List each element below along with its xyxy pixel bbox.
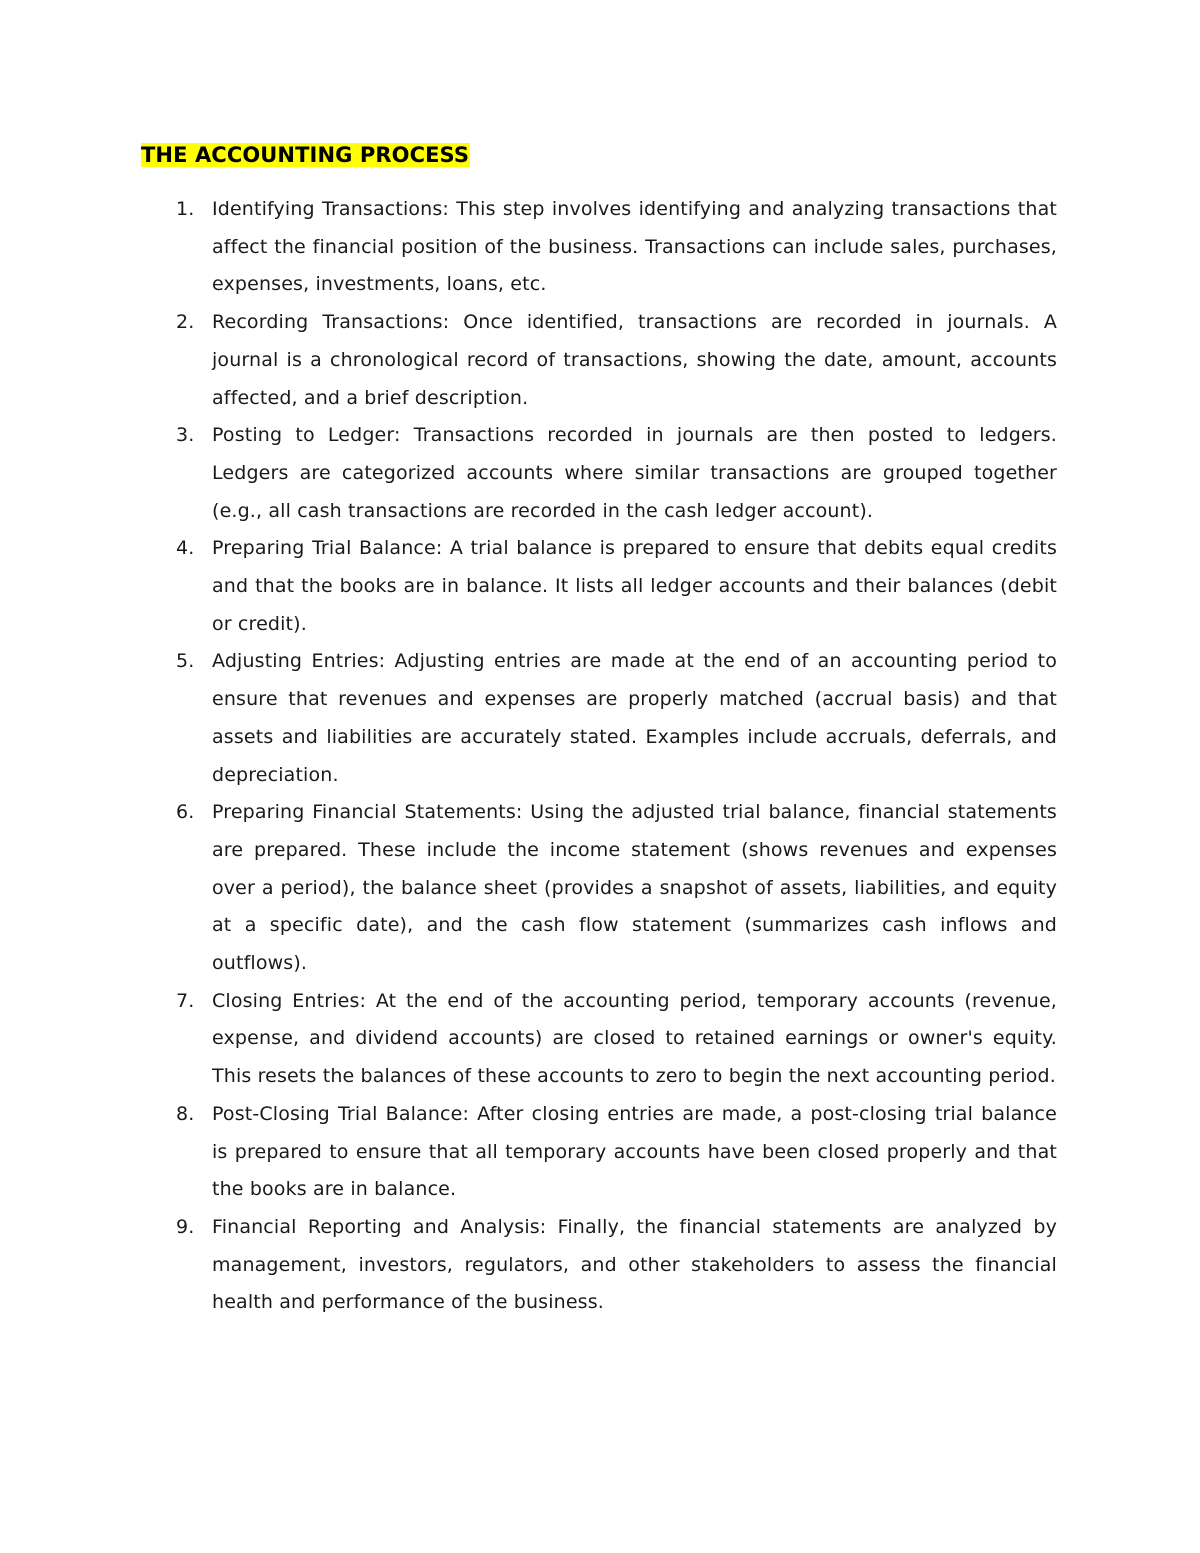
list-item xyxy=(141,530,1057,643)
list-item xyxy=(141,1209,1057,1322)
step-body: This step involves identifying and analyzing transactions that affect the financial position of the business. Transactions can include sales, purchases, expenses, investments, loans, etc. xyxy=(212,198,1057,296)
page-title xyxy=(141,141,470,170)
step-heading: Identifying Transactions: xyxy=(212,198,449,220)
step-heading: Adjusting Entries: xyxy=(212,650,386,673)
list-item xyxy=(141,191,1057,304)
step-body: Once identified, transactions are recorded in journals. A journal is a chronological record of transactions, showing the date, amount, accounts affected, and a brief description. xyxy=(212,311,1057,409)
step-body: At the end of the accounting period, temporary accounts (revenue, expense, and dividend accounts) are closed to retained earnings or owner's equity. This resets the balances of these accounts to zero to begin the next accounting period. xyxy=(212,989,1057,1088)
list-item xyxy=(141,983,1057,1096)
step-number: 8. xyxy=(176,1102,195,1125)
step-body: Using the adjusted trial balance, financial statements are prepared. These include the income statement (shows revenues and expenses over a period), the balance sheet (provides a snapshot of assets, liabilities, and equity at a specific date), and the cash flow statement (summarizes cash inflows and outflows). xyxy=(212,801,1057,975)
step-body: After closing entries are made, a post-closing trial balance is prepared to ensure that all temporary accounts have been closed properly and that the books are in balance. xyxy=(212,1102,1057,1201)
step-heading: Financial Reporting and Analysis: xyxy=(212,1215,547,1238)
list-item xyxy=(141,417,1057,530)
step-heading: Post-Closing Trial Balance: xyxy=(212,1102,470,1125)
step-body: A trial balance is prepared to ensure that debits equal credits and that the books are in balance. It lists all ledger accounts and their balances (debit or credit). xyxy=(212,537,1057,635)
step-number: 4. xyxy=(176,537,195,560)
step-heading: Closing Entries: xyxy=(212,989,367,1012)
list-item xyxy=(141,1096,1057,1209)
step-number: 2. xyxy=(176,311,195,334)
step-number: 3. xyxy=(176,424,195,447)
step-body: Transactions recorded in journals are then posted to ledgers. Ledgers are categorized accounts where similar transactions are grouped together (e.g., all cash transactions are recorded in the cash ledger account). xyxy=(212,424,1057,522)
step-body: Finally, the financial statements are analyzed by management, investors, regulators, and other stakeholders to assess the financial health and performance of the business. xyxy=(212,1215,1057,1314)
title-highlight: THE ACCOUNTING PROCESS xyxy=(141,143,470,167)
step-heading: Preparing Trial Balance: xyxy=(212,537,443,560)
step-body: Adjusting entries are made at the end of an accounting period to ensure that revenues and expenses are properly matched (accrual basis) and that assets and liabilities are accurately stated. Examples include accruals, deferrals, and depreciation. xyxy=(212,650,1057,786)
step-number: 1. xyxy=(176,198,195,220)
step-number: 5. xyxy=(176,650,195,673)
step-number: 7. xyxy=(176,989,195,1012)
list-item xyxy=(141,643,1057,794)
step-heading: Posting to Ledger: xyxy=(212,424,401,447)
step-number: 9. xyxy=(176,1215,195,1238)
list-item xyxy=(141,794,1057,983)
step-heading: Preparing Financial Statements: xyxy=(212,801,523,824)
step-number: 6. xyxy=(176,801,195,824)
step-heading: Recording Transactions: xyxy=(212,311,450,334)
list-item xyxy=(141,304,1057,417)
steps-list xyxy=(141,191,1057,1322)
